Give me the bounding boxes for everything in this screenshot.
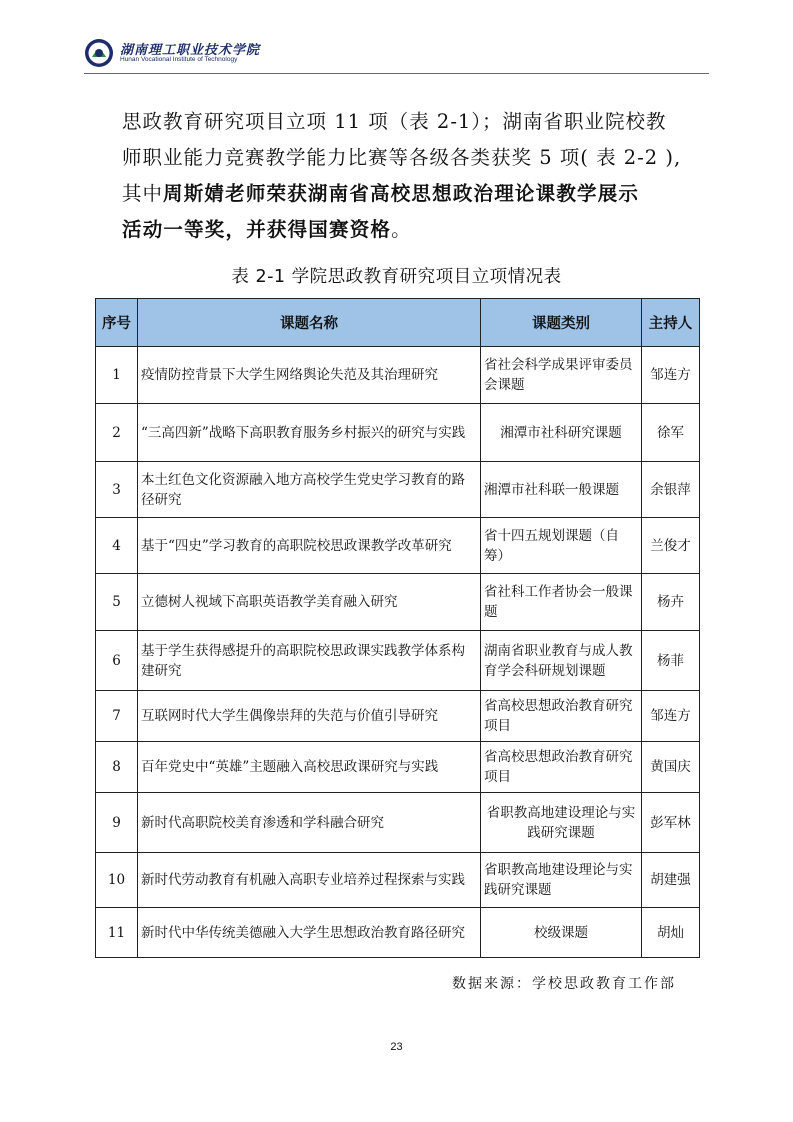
cell-category: 省高校思想政治教育研究项目 [481, 742, 642, 793]
cell-host: 胡灿 [642, 908, 700, 958]
data-source-note: 数据来源：学校思政教育工作部 [452, 976, 676, 992]
cell-name: 新时代中华传统美德融入大学生思想政治教育路径研究 [138, 908, 481, 958]
table-header-row [96, 299, 700, 347]
cell-no: 2 [96, 404, 138, 462]
paragraph-text: 。 [391, 218, 412, 241]
cell-name: 百年党史中“英雄”主题融入高校思政课研究与实践 [138, 742, 481, 793]
cell-category: 湖南省职业教育与成人教育学会科研规划课题 [481, 631, 642, 691]
table-row [96, 518, 700, 574]
paragraph-line [122, 212, 682, 248]
page-header [84, 36, 709, 74]
table-row [96, 347, 700, 404]
cell-name: 立德树人视域下高职英语教学美育融入研究 [138, 574, 481, 631]
cell-host: 彭军林 [642, 793, 700, 853]
paragraph-text: 其中 [122, 182, 164, 205]
header-host: 主持人 [642, 299, 700, 347]
cell-host: 兰俊才 [642, 518, 700, 574]
cell-no: 5 [96, 574, 138, 631]
cell-category: 湘潭市社科联一般课题 [481, 462, 642, 518]
cell-category: 省十四五规划课题（自筹） [481, 518, 642, 574]
school-name-en: Hunan Vocational Institute of Technology [120, 56, 238, 63]
cell-category: 省职教高地建设理论与实践研究课题 [481, 853, 642, 908]
cell-no: 6 [96, 631, 138, 691]
cell-host: 杨卉 [642, 574, 700, 631]
header-divider [84, 73, 709, 74]
table-row [96, 853, 700, 908]
table-row [96, 462, 700, 518]
header-no: 序号 [96, 299, 138, 347]
table-row [96, 793, 700, 853]
body-paragraph [122, 104, 682, 248]
paragraph-bold-text: 周斯婧老师荣获湖南省高校思想政治理论课教学展示 [163, 182, 640, 205]
cell-name: 新时代劳动教育有机融入高职专业培养过程探索与实践 [138, 853, 481, 908]
paragraph-line [122, 176, 682, 212]
page-number: 23 [390, 1041, 403, 1053]
cell-no: 4 [96, 518, 138, 574]
cell-no: 9 [96, 793, 138, 853]
school-name-cn: 湖南理工职业技术学院 [120, 43, 261, 58]
cell-no: 7 [96, 691, 138, 742]
project-table [95, 298, 700, 958]
school-logo-icon [84, 38, 114, 68]
header-name: 课题名称 [138, 299, 481, 347]
cell-no: 10 [96, 853, 138, 908]
cell-category: 省职教高地建设理论与实践研究课题 [481, 793, 642, 853]
cell-host: 邹连方 [642, 347, 700, 404]
cell-category: 湘潭市社科研究课题 [481, 404, 642, 462]
cell-host: 黄国庆 [642, 742, 700, 793]
table-row [96, 404, 700, 462]
cell-category: 校级课题 [481, 908, 642, 958]
table-row [96, 574, 700, 631]
table-row [96, 631, 700, 691]
cell-name: 本土红色文化资源融入地方高校学生党史学习教育的路径研究 [138, 462, 481, 518]
cell-category: 省社会科学成果评审委员会课题 [481, 347, 642, 404]
table-row [96, 742, 700, 793]
cell-no: 8 [96, 742, 138, 793]
paragraph-line: 师职业能力竞赛教学能力比赛等各级各类获奖 5 项( 表 2-2 ), [122, 146, 682, 169]
cell-category: 省社科工作者协会一般课题 [481, 574, 642, 631]
cell-name: 基于学生获得感提升的高职院校思政课实践教学体系构建研究 [138, 631, 481, 691]
cell-no: 3 [96, 462, 138, 518]
cell-host: 徐军 [642, 404, 700, 462]
cell-no: 11 [96, 908, 138, 958]
table-row [96, 691, 700, 742]
cell-category: 省高校思想政治教育研究项目 [481, 691, 642, 742]
header-category: 课题类别 [481, 299, 642, 347]
cell-name: 疫情防控背景下大学生网络舆论失范及其治理研究 [138, 347, 481, 404]
cell-name: 互联网时代大学生偶像崇拜的失范与价值引导研究 [138, 691, 481, 742]
cell-host: 胡建强 [642, 853, 700, 908]
table-row [96, 908, 700, 958]
cell-name: 基于“四史”学习教育的高职院校思政课教学改革研究 [138, 518, 481, 574]
cell-host: 杨菲 [642, 631, 700, 691]
paragraph-bold-text: 活动一等奖，并获得国赛资格 [122, 218, 392, 241]
cell-host: 余银萍 [642, 462, 700, 518]
cell-name: 新时代高职院校美育渗透和学科融合研究 [138, 793, 481, 853]
cell-no: 1 [96, 347, 138, 404]
table-title: 表 2-1 学院思政教育研究项目立项情况表 [231, 267, 562, 287]
paragraph-line: 思政教育研究项目立项 11 项（表 2-1）；湖南省职业院校教 [122, 110, 667, 133]
cell-host: 邹连方 [642, 691, 700, 742]
cell-name: “三高四新”战略下高职教育服务乡村振兴的研究与实践 [138, 404, 481, 462]
